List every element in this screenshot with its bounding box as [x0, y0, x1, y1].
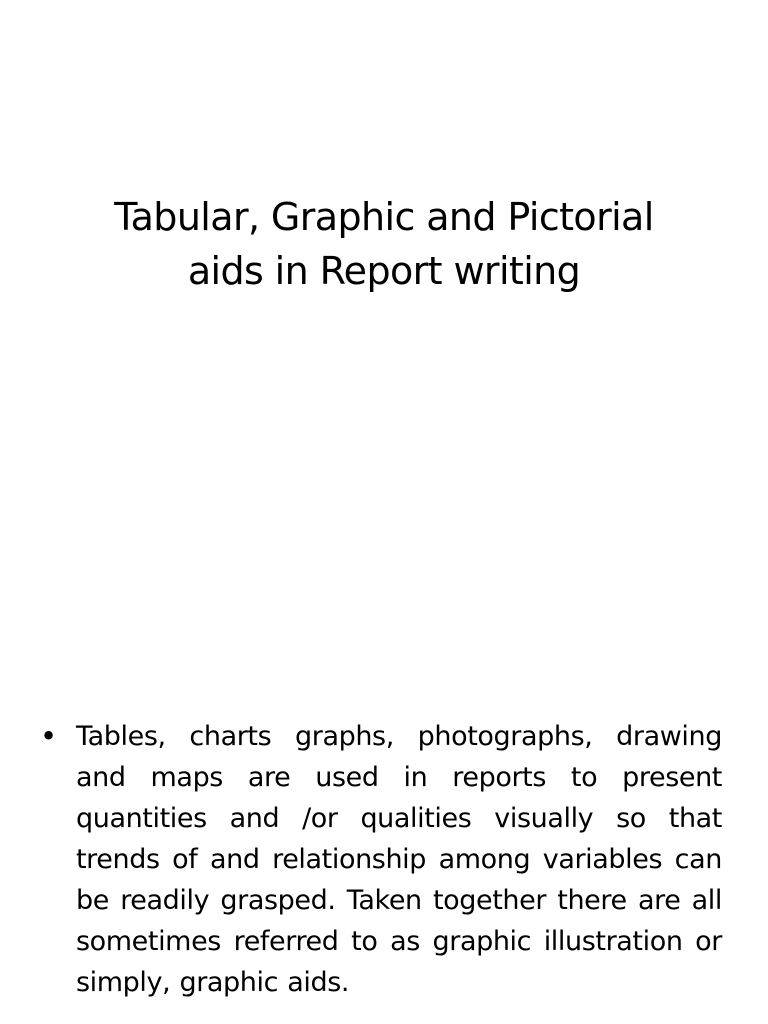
slide-title-line-1: Tabular, Graphic and Pictorial [114, 195, 654, 239]
slide-title-line-2: aids in Report writing [187, 249, 581, 293]
bullet-text: Tables, charts graphs, photographs, drawing and maps are used in reports to present quantities and /or qualities visually so that trends of and relationship among variables can be readily grasped. Taken together there are all sometimes referred to as graphic illustration or simply, graphic aids. [76, 721, 722, 998]
slide-title [60, 190, 708, 298]
bullet-item [40, 716, 722, 1003]
bullet-point-icon: • [40, 719, 58, 753]
